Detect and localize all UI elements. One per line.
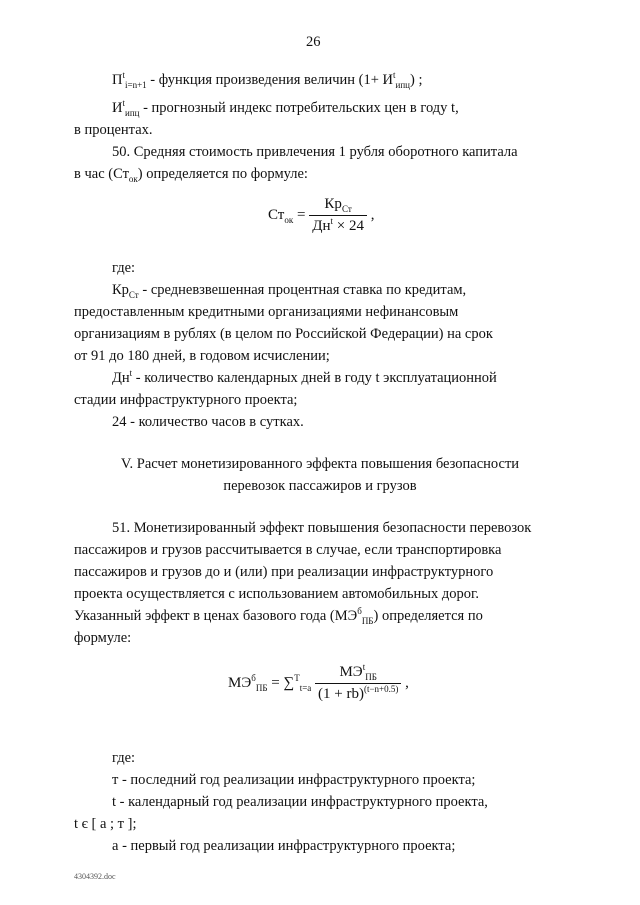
paragraph-50-line1: 50. Средняя стоимость привлечения 1 рубля оборотного капитала [112,144,518,160]
paragraph-50-line2: в час $(Ст_{ок})$ определяется по формуле: [74,166,308,184]
formula-fraction: $\frac{Кр_{Ст}}{Дн^t \times 24}$ [309,196,367,235]
definition-kr-line1: $Кр_{Ст}$ - средневзвешенная процентная ставка по кредитам, [112,282,467,300]
paragraph-51-line1: 51. Монетизированный эффект повышения безопасности перевозок [112,520,532,536]
paragraph-51-line2: пассажиров и грузов рассчитывается в случае, если транспортировка [74,542,502,558]
definition-kr-line2: предоставленным кредитными организациями нефинансовым [74,304,459,320]
definition-kr-line4: от 91 до 180 дней, в годовом исчислении; [74,348,330,364]
definition-cpi-cont: в процентах. [74,122,153,138]
definition-calendar-year: t - календарный год реализации инфраструктурного проекта, [112,794,488,810]
definition-year-range: t є [ a ; т ]; [74,816,137,832]
paragraph-51-line5: Указанный эффект в ценах базового года $(МЭ^б_{ПБ})$ определяется по [74,606,483,626]
where-label: где: [112,260,136,276]
definition-first-year: a - первый год реализации инфраструктурного проекта; [112,838,456,854]
paragraph-51-line3: пассажиров и грузов до и (или) при реализации инфраструктурного [74,564,494,580]
definition-cpi: $И^t_{ипц}$ - прогнозный индекс потребительских цен в году t, [112,98,459,118]
section-heading-line2: перевозок пассажиров и грузов [223,478,417,494]
sum-symbol: ∑ [283,674,295,691]
definition-product-function: $П^t_{i=n+1}$ - функция произведения величин $(1+ И^t_{ипц})$ ; [112,70,423,90]
definition-dn-line2: стадии инфраструктурного проекта; [74,392,298,408]
where-label: где: [112,750,136,766]
paragraph-51-line4: проекта осуществляется с использованием автомобильных дорог. [74,586,479,602]
definition-hours: 24 - количество часов в сутках. [112,414,304,430]
page-number: 26 [306,34,321,50]
formula-safety-effect: $МЭ^б_{ПБ} = \sum^T_{t=a}$ $\frac{МЭ^t_{ПБ}}{(1 + rb)^{(t-n+0.5)}}$ , [228,662,409,702]
definition-kr-line3: организациям в рублях (в целом по Российской Федерации) на срок [74,326,493,342]
definition-dn-line1: $Дн^t$ - количество календарных дней в году t эксплуатационной [112,368,497,386]
footer-filename: 4304392.doc [74,872,116,881]
formula-working-capital-cost: $Ст_{ок}$ = $\frac{Кр_{Ст}}{Дн^t \times 24}$ , [268,196,375,234]
definition-last-year: т - последний год реализации инфраструктурного проекта; [112,772,476,788]
section-heading-line1: V. Расчет монетизированного эффекта повышения безопасности [120,456,520,472]
paragraph-51-line6: формуле: [74,630,132,646]
formula-fraction: $\frac{МЭ^t_{ПБ}}{(1 + rb)^{(t-n+0.5)}}$ [315,664,401,703]
